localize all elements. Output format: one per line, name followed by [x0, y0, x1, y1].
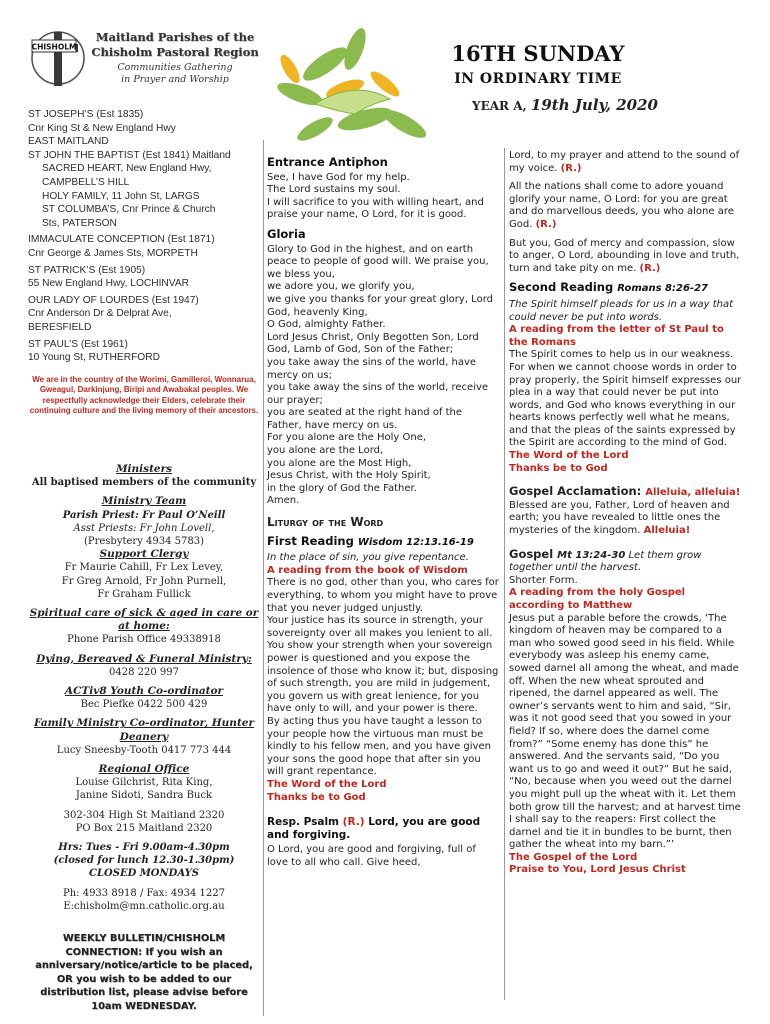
ministers-line: Parish Priest: Fr Paul O’Neill: [62, 509, 226, 521]
rubric-text: The Word of the Lord: [509, 450, 629, 462]
ministers-line: (closed for lunch 12.30-1.30pm): [53, 855, 235, 867]
ministers-line: Family Ministry Co-ordinator, Hunter Deanery: [33, 717, 255, 743]
reading-summary: In the place of sin, you give repentance.: [267, 552, 469, 564]
church-line: ST PAUL’S (Est 1961): [28, 338, 128, 350]
psalm-verse-text: Lord, to my prayer and attend to the sound of my voice.: [509, 150, 740, 174]
ministers-line: CLOSED MONDAYS: [89, 868, 199, 880]
church-line: Cnr Anderson Dr & Delprat Ave,: [28, 308, 172, 320]
parish-line-2: Chisholm Pastoral Region: [91, 45, 259, 59]
ordinary-time-title: IN ORDINARY TIME: [454, 71, 622, 87]
ministers-line: PO Box 215 Maitland 2320: [75, 822, 213, 834]
ministers-line: ACTiv8 Youth Co-ordinator: [64, 685, 224, 698]
psalm-verse: [509, 150, 742, 175]
body-text: Glory to God in the highest, and on earth peace to people of good will. We praise you, we bless you, we adore you, we glorify you, we give you thanks for your great glory, Lord God, heavenly King, O God, almighty Father. Lord Jesus Christ, Only Begotten Son, Lord God, Lamb of God, Son of the Father; you take away the sins of the world, have mercy on us; you take away the sins of the world, receive our prayer; you are seated at the right hand of the Father, have mercy on us. For you alone are the Holy One, you alone are the Lord, you alone are the Most High, Jesus Christ, with the Holy Spirit, in the glory of God the Father. Amen.: [267, 243, 493, 507]
psalm-response-marker: (R.): [535, 218, 557, 230]
section-heading: Gloria: [267, 226, 306, 241]
church-list: [28, 108, 260, 365]
liturgy-heading: Liturgy of the Word: [267, 515, 384, 530]
parish-title: [90, 30, 260, 60]
body-text: See, I have God for my help. The Lord sustains my soul. I will sacrifice to you with willing heart, and praise your name, O Lord, for it is good.: [267, 171, 484, 221]
church-line: 55 New England Hwy, LOCHINVAR: [28, 278, 189, 290]
ministers-line: Hrs: Tues - Fri 9.00am-4.30pm: [58, 842, 230, 854]
church-line: IMMACULATE CONCEPTION (Est 1871): [28, 234, 215, 246]
reading-reference: Romans 8:26-27: [617, 283, 708, 295]
ministers-line: Janine Sidoti, Sandra Buck: [75, 790, 213, 802]
gospel-heading: [509, 548, 742, 575]
ministers-line: Bec Piefke 0422 500 429: [80, 699, 208, 711]
ministers-line: Ministers: [115, 463, 173, 475]
church-line: OUR LADY OF LOURDES (Est 1947): [28, 294, 199, 306]
section-heading: Entrance Antiphon: [267, 155, 388, 169]
church-line: 10 Young St, RUTHERFORD: [28, 352, 160, 364]
ministers-line: (Presbytery 4934 5783): [83, 536, 205, 548]
church-line: ST COLUMBA’S, Cnr Prince & Church: [42, 204, 216, 216]
gospel-summary: Let them grow together until the harvest.: [509, 549, 702, 574]
ministers-line: Asst Priests: Fr John Lovell,: [73, 522, 215, 534]
ministers-line: All baptised members of the community: [31, 477, 257, 489]
ministers-line: Ph: 4933 8918 / Fax: 4934 1227: [62, 887, 225, 899]
title-block: [418, 40, 658, 90]
ministers-line: Dying, Bereaved & Funeral Ministry:: [36, 652, 252, 665]
psalm-response-marker: (R.): [560, 162, 582, 174]
sunday-title: 16TH SUNDAY: [451, 41, 625, 66]
tagline-line-2: in Prayer and Worship: [121, 74, 229, 85]
reading-title: First Reading: [267, 533, 354, 548]
ministers-line: Regional Office: [98, 763, 190, 776]
rubric-text: Thanks be to God: [267, 791, 366, 803]
shorter-form: Shorter Form.: [509, 574, 578, 586]
reading-title: Second Reading: [509, 280, 614, 295]
date-label: 19th July, 2020: [530, 96, 658, 114]
column-divider-2: [504, 148, 505, 1000]
body-text: Jesus put a parable before the crowds, ‘The kingdom of heaven may be compared to a man who sowed good seed in his field. While everybody was asleep his enemy came, sowed darnel all among the wheat, and made off. When the new wheat sprouted and ripened, the darnel appeared as well. The owner’s servants went to him and said, “Sir, was it not good seed that you sowed in your field? If so, where does the darnel come from?” “Some enemy has done this” he answered. And the servants said, “Do you want us to go and weed it out?” But he said, “No, because when you weed out the darnel you might pull up the wheat with it. Let them both grow till the harvest; and at harvest time I shall say to the reapers: First collect the darnel and tie it in bundles to be burnt, then gather the wheat into my barn.”’: [509, 612, 741, 851]
reading-summary: The Spirit himself pleads for us in a way that could never be put into words.: [509, 298, 734, 323]
logo-text: CHISHOLM: [31, 42, 77, 52]
church-line: ST PATRICK’S (Est 1905): [28, 264, 146, 276]
church-line: Sts, PATERSON: [42, 217, 117, 229]
rubric-text: A reading from the holy Gospel according to Matthew: [509, 587, 686, 611]
acclamation-heading: Gospel Acclamation:: [509, 484, 646, 499]
weekly-bulletin-notice: WEEKLY BULLETIN/CHISHOLM CONNECTION: If you wish an anniversary/notice/article to be placed, OR you wish to be added to our distribution list, please advise before 10am WEDNESDAY.: [35, 933, 253, 1012]
year-date-title: [428, 96, 658, 114]
church-line: CAMPBELL’S HILL: [42, 176, 130, 188]
psalm-verse: [509, 238, 742, 276]
churches-column: [28, 108, 260, 416]
ministers-line: Fr Maurie Cahill, Fr Lex Levey,: [64, 562, 224, 574]
liturgy-column-middle: [267, 150, 499, 869]
psalm-verse-text: But you, God of mercy and compassion, slow to anger, O Lord, abounding in love and truth, turn and take pity on me.: [509, 237, 740, 274]
gospel-reference: Mt 13:24-30: [557, 549, 626, 561]
acclamation-text: Blessed are you, Father, Lord of heaven and earth; you have revealed to little ones the mysteries of the kingdom.: [509, 499, 730, 537]
ministers-line: Spiritual care of sick & aged in care or at home:: [29, 607, 259, 633]
psalm-response-marker: (R.): [342, 816, 365, 829]
alleluia-2: Alleluia!: [643, 525, 691, 537]
church-line: BERESFIELD: [28, 321, 92, 333]
church-line: Cnr George & James Sts, MORPETH: [28, 247, 198, 259]
ministers-line: 0428 220 997: [109, 666, 179, 678]
gospel-title: Gospel: [509, 546, 558, 561]
rubric-text: A reading from the letter of St Paul to the Romans: [509, 324, 724, 348]
church-line: HOLY FAMILY, 11 John St, LARGS: [42, 190, 200, 202]
psalm-verse-text: All the nations shall come to adore youand glorify your name, O Lord: for you are great and do marvellous deeds, you who alone are God.: [509, 181, 734, 230]
church-line: SACRED HEART, New England Hwy,: [42, 163, 212, 175]
ministers-line: Fr Greg Arnold, Fr John Purnell,: [61, 575, 227, 587]
ministers-line: E:chisholm@mn.catholic.org.au: [63, 900, 225, 912]
ministers-line: Fr Graham Fullick: [97, 588, 191, 600]
church-line: Cnr King St & New England Hwy: [28, 122, 176, 134]
psalm-heading: [267, 816, 499, 841]
church-line: ST JOHN THE BAPTIST (Est 1841) Maitland: [28, 149, 231, 161]
reading-heading: [267, 535, 499, 550]
liturgy-column-right: [509, 150, 742, 877]
gospel-acclamation: [509, 485, 742, 537]
tagline: [90, 62, 260, 86]
ministers-line: Phone Parish Office 49338918: [67, 634, 221, 646]
body-text: O Lord, you are good and forgiving, full of love to all who call. Give heed,: [267, 844, 476, 868]
parish-line-1: Maitland Parishes of the: [95, 30, 255, 44]
ministers-section: [28, 463, 260, 913]
psalm-response-marker: (R.): [639, 262, 661, 274]
year-label: YEAR A,: [472, 99, 527, 113]
psalm-response: Lord, you are good and forgiving.: [267, 816, 481, 841]
body-text: There is no god, other than you, who cares for everything, to whom you might have to prove that you never judged unjustly. Your justice has its source in strength, your sovereignty over all makes you lenient to all. You show your strength when your sovereign power is questioned and you expose the insolence of those who know it; but, disposing of such strength, you are mild in judgement, you govern us with great lenience, for you have only to will, and your power is there. By acting thus you have taught a lesson to your people how the virtuous man must be kindly to his fellow men, and you have given your sons the good hope that after sin you will grant repentance.: [267, 577, 499, 778]
rubric-text: Thanks be to God: [509, 462, 608, 474]
body-text: The Spirit comes to help us in our weakness. For when we cannot choose words in order to pray properly, the Spirit himself expresses our plea in a way that could never be put into words, and God who knows everything in our hearts knows perfectly well what he means, and that the pleas of the saints expressed by the Spirit are according to the mind of God.: [509, 349, 742, 449]
alleluia-1: Alleluia, alleluia!: [645, 487, 741, 499]
rubric-text: Praise to You, Lord Jesus Christ: [509, 864, 686, 876]
tagline-line-1: Communities Gathering: [117, 62, 233, 73]
ministers-line: 302-304 High St Maitland 2320: [63, 809, 225, 821]
ministers-line: Lucy Sneesby-Tooth 0417 773 444: [56, 744, 232, 756]
ministers-line: Support Clergy: [99, 548, 189, 561]
column-divider-1: [263, 140, 264, 1016]
church-line: ST JOSEPH’S (Est 1835): [28, 109, 144, 120]
acknowledgement-of-country: We are in the country of the Worimi, Gamilleroi, Wonnarua, Gweagul, Darkinjung, Biripi and Awabakal peoples. We respectfully acknowledge their Elders, celebrate their continuing culture and the living memory of their ancestors.: [29, 374, 259, 415]
psalm-verse: [509, 181, 742, 231]
chisholm-cross-logo: [28, 28, 88, 90]
reading-heading: [509, 281, 742, 296]
rubric-text: The Word of the Lord: [267, 778, 387, 790]
psalm-label: Resp. Psalm: [267, 816, 343, 829]
church-line: EAST MAITLAND: [28, 136, 109, 148]
ministers-line: Louise Gilchrist, Rita King,: [75, 777, 213, 789]
rubric-text: The Gospel of the Lord: [509, 851, 638, 863]
rubric-text: A reading from the book of Wisdom: [267, 564, 468, 576]
ministers-line: Ministry Team: [101, 495, 187, 508]
reading-reference: Wisdom 12:13.16-19: [357, 536, 474, 548]
